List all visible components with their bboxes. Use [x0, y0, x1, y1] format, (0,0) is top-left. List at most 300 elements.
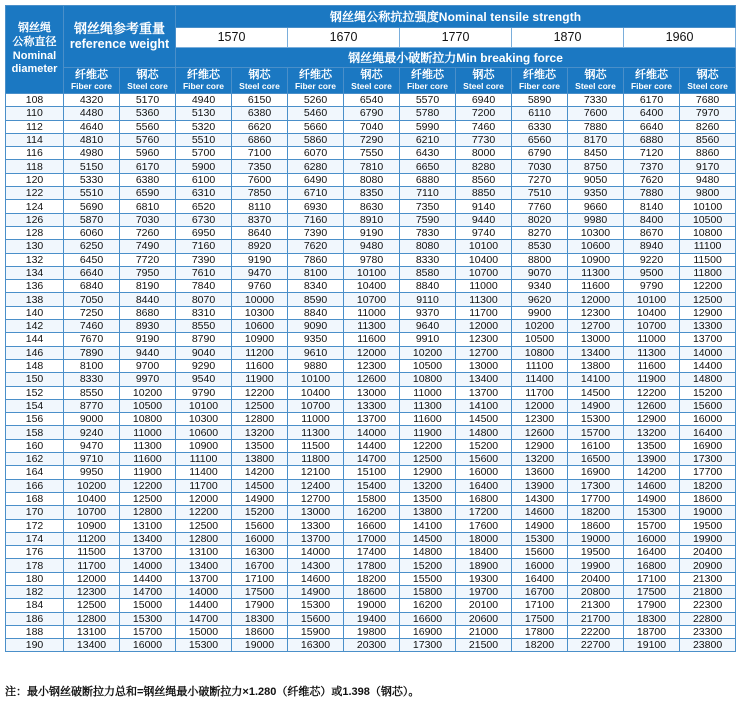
value-cell: 20100 — [456, 599, 512, 612]
value-cell: 5320 — [176, 120, 232, 133]
value-cell: 15800 — [400, 585, 456, 598]
value-cell: 8350 — [344, 187, 400, 200]
value-cell: 10700 — [456, 266, 512, 279]
value-cell: 9350 — [568, 187, 624, 200]
value-cell: 12600 — [512, 426, 568, 439]
value-cell: 10900 — [232, 333, 288, 346]
value-cell: 6070 — [288, 147, 344, 160]
table-row — [6, 187, 736, 200]
value-cell: 19000 — [232, 639, 288, 652]
value-cell: 6710 — [288, 187, 344, 200]
value-cell: 5860 — [288, 133, 344, 146]
value-cell: 6810 — [120, 200, 176, 213]
value-cell: 7200 — [456, 107, 512, 120]
value-cell: 16800 — [624, 559, 680, 572]
value-cell: 18200 — [568, 506, 624, 519]
steel-core-zh: 钢芯 — [248, 69, 271, 82]
value-cell: 6880 — [400, 173, 456, 186]
value-cell: 12000 — [512, 399, 568, 412]
fiber-core-zh: 纤维芯 — [635, 69, 668, 82]
diameter-cell: 114 — [6, 133, 64, 146]
value-cell: 11800 — [680, 266, 736, 279]
value-cell: 17100 — [232, 572, 288, 585]
value-cell: 10900 — [64, 519, 120, 532]
value-cell: 7510 — [512, 187, 568, 200]
value-cell: 14400 — [680, 359, 736, 372]
value-cell: 13500 — [624, 439, 680, 452]
value-cell: 6170 — [624, 94, 680, 107]
value-cell: 6380 — [232, 107, 288, 120]
value-cell: 5900 — [176, 160, 232, 173]
value-cell: 10200 — [512, 320, 568, 333]
value-cell: 13200 — [232, 426, 288, 439]
value-cell: 11900 — [624, 373, 680, 386]
steel-core-en: Steel core — [351, 80, 392, 91]
diameter-cell: 160 — [6, 439, 64, 452]
steel-core-en: Steel core — [127, 80, 168, 91]
value-cell: 8080 — [400, 240, 456, 253]
fiber-core-header — [64, 68, 120, 94]
value-cell: 7810 — [344, 160, 400, 173]
value-cell: 6450 — [64, 253, 120, 266]
value-cell: 17100 — [512, 599, 568, 612]
value-cell: 9790 — [176, 386, 232, 399]
value-cell: 13700 — [344, 413, 400, 426]
value-cell: 8590 — [288, 293, 344, 306]
reference-weight-header — [64, 6, 176, 68]
value-cell: 11300 — [624, 346, 680, 359]
value-cell: 11100 — [680, 240, 736, 253]
table-row — [6, 320, 736, 333]
value-cell: 10600 — [176, 426, 232, 439]
steel-core-en: Steel core — [575, 80, 616, 91]
fiber-core-zh: 纤维芯 — [75, 69, 108, 82]
value-cell: 8550 — [176, 320, 232, 333]
value-cell: 10100 — [456, 240, 512, 253]
value-cell: 14900 — [624, 492, 680, 505]
value-cell: 13600 — [512, 466, 568, 479]
value-cell: 21300 — [568, 599, 624, 612]
value-cell: 11300 — [400, 399, 456, 412]
value-cell: 6380 — [120, 173, 176, 186]
diameter-cell: 158 — [6, 426, 64, 439]
value-cell: 14200 — [624, 466, 680, 479]
value-cell: 12900 — [680, 306, 736, 319]
diameter-cell: 164 — [6, 466, 64, 479]
value-cell: 9440 — [456, 213, 512, 226]
value-cell: 10500 — [680, 213, 736, 226]
value-cell: 8020 — [512, 213, 568, 226]
value-cell: 11600 — [232, 359, 288, 372]
steel-core-zh: 钢芯 — [472, 69, 495, 82]
value-cell: 5700 — [176, 147, 232, 160]
steel-core-en: Steel core — [687, 80, 728, 91]
steel-core-zh: 钢芯 — [136, 69, 159, 82]
value-cell: 7390 — [176, 253, 232, 266]
table-row — [6, 333, 736, 346]
value-cell: 11800 — [288, 453, 344, 466]
value-cell: 16000 — [120, 639, 176, 652]
value-cell: 16600 — [344, 519, 400, 532]
value-cell: 7850 — [232, 187, 288, 200]
value-cell: 20300 — [344, 639, 400, 652]
value-cell: 10400 — [64, 492, 120, 505]
diameter-cell: 186 — [6, 612, 64, 625]
table-row — [6, 479, 736, 492]
value-cell: 11000 — [400, 386, 456, 399]
diameter-cell: 172 — [6, 519, 64, 532]
value-cell: 7330 — [568, 94, 624, 107]
value-cell: 5660 — [288, 120, 344, 133]
table-row — [6, 466, 736, 479]
value-cell: 14600 — [624, 479, 680, 492]
fiber-core-header — [624, 68, 680, 94]
value-cell: 9880 — [288, 359, 344, 372]
value-cell: 9190 — [120, 333, 176, 346]
value-cell: 9290 — [176, 359, 232, 372]
value-cell: 10100 — [680, 200, 736, 213]
table-row — [6, 413, 736, 426]
diameter-cell: 130 — [6, 240, 64, 253]
value-cell: 7680 — [680, 94, 736, 107]
steel-core-en: Steel core — [239, 80, 280, 91]
steel-core-header — [680, 68, 736, 94]
value-cell: 9910 — [400, 333, 456, 346]
value-cell: 9480 — [344, 240, 400, 253]
value-cell: 6950 — [176, 226, 232, 239]
diameter-cell: 156 — [6, 413, 64, 426]
diameter-cell: 140 — [6, 306, 64, 319]
value-cell: 7610 — [176, 266, 232, 279]
value-cell: 14000 — [344, 426, 400, 439]
value-cell: 7100 — [232, 147, 288, 160]
value-cell: 15200 — [232, 506, 288, 519]
table-row — [6, 546, 736, 559]
value-cell: 21300 — [680, 572, 736, 585]
value-cell: 9220 — [624, 253, 680, 266]
value-cell: 15600 — [232, 519, 288, 532]
value-cell: 10200 — [400, 346, 456, 359]
value-cell: 12900 — [512, 439, 568, 452]
value-cell: 8100 — [288, 266, 344, 279]
footnote: 注：最小钢丝破断拉力总和=钢丝绳最小破断拉力×1.280（纤维芯）或1.398（钢芯）。 — [5, 686, 420, 698]
value-cell: 8330 — [64, 373, 120, 386]
value-cell: 12000 — [64, 572, 120, 585]
value-cell: 11300 — [344, 320, 400, 333]
value-cell: 15000 — [120, 599, 176, 612]
value-cell: 15800 — [344, 492, 400, 505]
value-cell: 10400 — [624, 306, 680, 319]
value-cell: 6790 — [512, 147, 568, 160]
value-cell: 13700 — [288, 532, 344, 545]
value-cell: 18200 — [344, 572, 400, 585]
value-cell: 9970 — [120, 373, 176, 386]
value-cell: 19500 — [680, 519, 736, 532]
value-cell: 6640 — [64, 266, 120, 279]
value-cell: 15300 — [512, 532, 568, 545]
diameter-cell: 110 — [6, 107, 64, 120]
diameter-cell: 152 — [6, 386, 64, 399]
value-cell: 9070 — [512, 266, 568, 279]
value-cell: 8560 — [680, 133, 736, 146]
value-cell: 12300 — [344, 359, 400, 372]
value-cell: 17300 — [400, 639, 456, 652]
value-cell: 17500 — [232, 585, 288, 598]
value-cell: 11300 — [456, 293, 512, 306]
value-cell: 12000 — [176, 492, 232, 505]
value-cell: 20400 — [680, 546, 736, 559]
value-cell: 18600 — [568, 519, 624, 532]
value-cell: 15300 — [288, 599, 344, 612]
value-cell: 6730 — [176, 213, 232, 226]
value-cell: 12200 — [624, 386, 680, 399]
value-cell: 14200 — [232, 466, 288, 479]
value-cell: 8630 — [344, 200, 400, 213]
steel-core-header — [232, 68, 288, 94]
value-cell: 15200 — [680, 386, 736, 399]
value-cell: 17600 — [456, 519, 512, 532]
value-cell: 14000 — [176, 585, 232, 598]
value-cell: 22800 — [680, 612, 736, 625]
value-cell: 8310 — [176, 306, 232, 319]
spec-table-container — [5, 5, 735, 652]
diameter-cell: 182 — [6, 585, 64, 598]
value-cell: 10700 — [288, 399, 344, 412]
value-cell: 11900 — [400, 426, 456, 439]
table-row — [6, 160, 736, 173]
value-cell: 7290 — [344, 133, 400, 146]
value-cell: 6640 — [624, 120, 680, 133]
value-cell: 11000 — [456, 280, 512, 293]
value-cell: 6650 — [400, 160, 456, 173]
value-cell: 17700 — [568, 492, 624, 505]
diameter-cell: 122 — [6, 187, 64, 200]
value-cell: 12300 — [456, 333, 512, 346]
value-cell: 8940 — [624, 240, 680, 253]
value-cell: 8850 — [456, 187, 512, 200]
value-cell: 7370 — [624, 160, 680, 173]
value-cell: 14600 — [288, 572, 344, 585]
value-cell: 18600 — [344, 585, 400, 598]
diameter-cell: 108 — [6, 94, 64, 107]
value-cell: 11500 — [680, 253, 736, 266]
value-cell: 9950 — [64, 466, 120, 479]
value-cell: 8860 — [680, 147, 736, 160]
value-cell: 12300 — [568, 306, 624, 319]
value-cell: 9170 — [680, 160, 736, 173]
value-cell: 14400 — [176, 599, 232, 612]
value-cell: 15500 — [400, 572, 456, 585]
value-cell: 13900 — [624, 453, 680, 466]
value-cell: 7120 — [624, 147, 680, 160]
value-cell: 9620 — [512, 293, 568, 306]
value-cell: 6400 — [624, 107, 680, 120]
value-cell: 18300 — [232, 612, 288, 625]
value-cell: 17300 — [568, 479, 624, 492]
value-cell: 21500 — [456, 639, 512, 652]
value-cell: 5130 — [176, 107, 232, 120]
value-cell: 17300 — [680, 453, 736, 466]
value-cell: 13000 — [344, 386, 400, 399]
value-cell: 14500 — [456, 413, 512, 426]
value-cell: 6940 — [456, 94, 512, 107]
value-cell: 7250 — [64, 306, 120, 319]
steel-core-header — [344, 68, 400, 94]
fiber-core-zh: 纤维芯 — [187, 69, 220, 82]
value-cell: 22200 — [568, 625, 624, 638]
value-cell: 19500 — [568, 546, 624, 559]
value-cell: 10900 — [568, 253, 624, 266]
value-cell: 12500 — [232, 399, 288, 412]
value-cell: 7760 — [512, 200, 568, 213]
fiber-core-en: Fiber core — [70, 80, 113, 91]
value-cell: 17500 — [624, 585, 680, 598]
value-cell: 23800 — [680, 639, 736, 652]
value-cell: 13700 — [456, 386, 512, 399]
grade-1960: 1960 — [624, 28, 736, 48]
value-cell: 5890 — [512, 94, 568, 107]
min-breaking-force-header: 钢丝绳最小破断拉力Min breaking force — [176, 48, 736, 68]
table-row — [6, 266, 736, 279]
value-cell: 5360 — [120, 107, 176, 120]
value-cell: 12800 — [176, 532, 232, 545]
value-cell: 15700 — [624, 519, 680, 532]
value-cell: 14700 — [176, 612, 232, 625]
diameter-cell: 126 — [6, 213, 64, 226]
value-cell: 8910 — [344, 213, 400, 226]
value-cell: 19800 — [344, 625, 400, 638]
value-cell: 13000 — [456, 359, 512, 372]
value-cell: 8260 — [680, 120, 736, 133]
value-cell: 12500 — [680, 293, 736, 306]
value-cell: 6840 — [64, 280, 120, 293]
value-cell: 18300 — [624, 612, 680, 625]
value-cell: 12200 — [680, 280, 736, 293]
steel-core-header — [568, 68, 624, 94]
value-cell: 15700 — [120, 625, 176, 638]
value-cell: 12400 — [288, 479, 344, 492]
value-cell: 15300 — [624, 506, 680, 519]
diameter-cell: 166 — [6, 479, 64, 492]
value-cell: 9610 — [288, 346, 344, 359]
value-cell: 20600 — [456, 612, 512, 625]
value-cell: 15600 — [680, 399, 736, 412]
value-cell: 9470 — [232, 266, 288, 279]
table-row — [6, 639, 736, 652]
value-cell: 14900 — [288, 585, 344, 598]
value-cell: 10200 — [64, 479, 120, 492]
value-cell: 22700 — [568, 639, 624, 652]
value-cell: 11000 — [344, 306, 400, 319]
value-cell: 6520 — [176, 200, 232, 213]
value-cell: 17900 — [624, 599, 680, 612]
value-cell: 8640 — [232, 226, 288, 239]
table-row — [6, 200, 736, 213]
value-cell: 16000 — [512, 559, 568, 572]
value-cell: 11600 — [120, 453, 176, 466]
value-cell: 14800 — [456, 426, 512, 439]
table-row — [6, 439, 736, 452]
value-cell: 8530 — [512, 240, 568, 253]
value-cell: 5170 — [120, 94, 176, 107]
value-cell: 7620 — [288, 240, 344, 253]
value-cell: 6110 — [512, 107, 568, 120]
fiber-core-en: Fiber core — [630, 80, 673, 91]
value-cell: 6100 — [176, 173, 232, 186]
table-row — [6, 173, 736, 186]
value-cell: 14900 — [568, 399, 624, 412]
value-cell: 8340 — [288, 280, 344, 293]
value-cell: 18400 — [456, 546, 512, 559]
value-cell: 8330 — [400, 253, 456, 266]
diameter-cell: 124 — [6, 200, 64, 213]
value-cell: 7260 — [120, 226, 176, 239]
value-cell: 15300 — [120, 612, 176, 625]
diameter-cell: 168 — [6, 492, 64, 505]
value-cell: 21800 — [680, 585, 736, 598]
value-cell: 10500 — [120, 399, 176, 412]
value-cell: 19000 — [568, 532, 624, 545]
value-cell: 7720 — [120, 253, 176, 266]
table-row — [6, 94, 736, 107]
value-cell: 4940 — [176, 94, 232, 107]
fiber-core-header — [400, 68, 456, 94]
diameter-zh-line2: 公称直径 — [12, 35, 57, 48]
value-cell: 12600 — [344, 373, 400, 386]
value-cell: 7390 — [288, 226, 344, 239]
diameter-cell: 174 — [6, 532, 64, 545]
value-cell: 12800 — [64, 612, 120, 625]
value-cell: 14100 — [456, 399, 512, 412]
value-cell: 7460 — [456, 120, 512, 133]
value-cell: 10800 — [120, 413, 176, 426]
table-row — [6, 399, 736, 412]
value-cell: 10600 — [568, 240, 624, 253]
value-cell: 13100 — [176, 546, 232, 559]
steel-core-header — [120, 68, 176, 94]
value-cell: 16900 — [568, 466, 624, 479]
value-cell: 13800 — [400, 506, 456, 519]
value-cell: 19300 — [456, 572, 512, 585]
value-cell: 14500 — [232, 479, 288, 492]
value-cell: 11100 — [176, 453, 232, 466]
value-cell: 13800 — [568, 359, 624, 372]
value-cell: 17800 — [512, 625, 568, 638]
value-cell: 7600 — [232, 173, 288, 186]
value-cell: 5870 — [64, 213, 120, 226]
value-cell: 14900 — [232, 492, 288, 505]
value-cell: 15300 — [176, 639, 232, 652]
value-cell: 14100 — [568, 373, 624, 386]
value-cell: 7880 — [568, 120, 624, 133]
value-cell: 8280 — [456, 160, 512, 173]
table-row — [6, 120, 736, 133]
value-cell: 11600 — [568, 280, 624, 293]
value-cell: 8190 — [120, 280, 176, 293]
value-cell: 5460 — [288, 107, 344, 120]
value-cell: 12500 — [64, 599, 120, 612]
value-cell: 6170 — [120, 160, 176, 173]
grade-1770: 1770 — [400, 28, 512, 48]
value-cell: 5510 — [64, 187, 120, 200]
value-cell: 11300 — [120, 439, 176, 452]
value-cell: 14400 — [120, 572, 176, 585]
value-cell: 6490 — [288, 173, 344, 186]
value-cell: 15000 — [176, 625, 232, 638]
value-cell: 12200 — [176, 506, 232, 519]
value-cell: 12800 — [232, 413, 288, 426]
fiber-core-en: Fiber core — [182, 80, 225, 91]
